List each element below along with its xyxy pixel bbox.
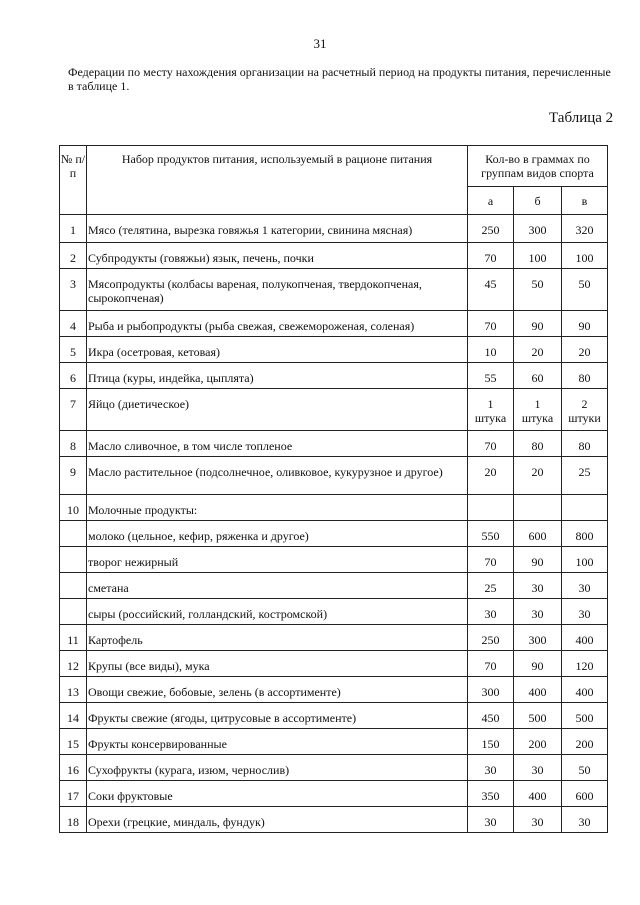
table-row xyxy=(60,337,608,363)
product-name: молоко (цельное, кефир, ряженка и другое) xyxy=(87,521,468,547)
value-group-v: 600 xyxy=(562,781,608,807)
row-number: 2 xyxy=(60,243,87,269)
value-group-b: 90 xyxy=(514,311,562,337)
row-number: 17 xyxy=(60,781,87,807)
value-group-a: 250 xyxy=(468,215,514,243)
value-group-b: 90 xyxy=(514,547,562,573)
product-name: Яйцо (диетическое) xyxy=(87,389,468,431)
table-row xyxy=(60,363,608,389)
value-group-b: 20 xyxy=(514,457,562,495)
value-group-v: 200 xyxy=(562,729,608,755)
table-row xyxy=(60,625,608,651)
row-number: 7 xyxy=(60,389,87,431)
table-row xyxy=(60,269,608,311)
row-number: 8 xyxy=(60,431,87,457)
value-group-a: 25 xyxy=(468,573,514,599)
row-number: 1 xyxy=(60,215,87,243)
value-group-v: 400 xyxy=(562,625,608,651)
value-group-a: 70 xyxy=(468,243,514,269)
product-name: Субпродукты (говяжьи) язык, печень, почки xyxy=(87,243,468,269)
row-number: 16 xyxy=(60,755,87,781)
row-number xyxy=(60,521,87,547)
table-row xyxy=(60,389,608,431)
value-group-a: 300 xyxy=(468,677,514,703)
value-group-a: 45 xyxy=(468,269,514,311)
value-group-b: 60 xyxy=(514,363,562,389)
row-number: 13 xyxy=(60,677,87,703)
row-number xyxy=(60,547,87,573)
header-group-v: в xyxy=(562,187,608,215)
value-group-v: 80 xyxy=(562,363,608,389)
row-number: 9 xyxy=(60,457,87,495)
value-group-a: 20 xyxy=(468,457,514,495)
page-number: 31 xyxy=(313,36,327,51)
row-number: 4 xyxy=(60,311,87,337)
intro-paragraph: Федерации по месту нахождения организации на расчетный период на продукты питания, перечисленные в таблице 1. xyxy=(68,65,611,93)
table-row xyxy=(60,243,608,269)
value-group-b: 300 xyxy=(514,625,562,651)
value-group-v: 90 xyxy=(562,311,608,337)
header-group-a: а xyxy=(468,187,514,215)
row-number: 14 xyxy=(60,703,87,729)
table-row xyxy=(60,677,608,703)
product-name: Рыба и рыбопродукты (рыба свежая, свежемороженая, соленая) xyxy=(87,311,468,337)
row-number: 5 xyxy=(60,337,87,363)
value-group-b: 50 xyxy=(514,269,562,311)
value-group-a: 350 xyxy=(468,781,514,807)
product-name: творог нежирный xyxy=(87,547,468,573)
product-name: Масло сливочное, в том числе топленое xyxy=(87,431,468,457)
value-group-b xyxy=(514,495,562,521)
table-row xyxy=(60,215,608,243)
product-name: Фрукты свежие (ягоды, цитрусовые в ассортименте) xyxy=(87,703,468,729)
value-group-v: 20 xyxy=(562,337,608,363)
product-name: Крупы (все виды), мука xyxy=(87,651,468,677)
value-group-b: 400 xyxy=(514,677,562,703)
table-row xyxy=(60,703,608,729)
table-row xyxy=(60,521,608,547)
value-group-v: 100 xyxy=(562,547,608,573)
product-name: Мясо (телятина, вырезка говяжья 1 категории, свинина мясная) xyxy=(87,215,468,243)
value-group-a xyxy=(468,495,514,521)
product-name: Мясопродукты (колбасы вареная, полукопченая, твердокопченая, сырокопченая) xyxy=(87,269,468,311)
value-group-b: 200 xyxy=(514,729,562,755)
header-group-b: б xyxy=(514,187,562,215)
value-group-a: 550 xyxy=(468,521,514,547)
value-group-v: 30 xyxy=(562,807,608,833)
row-number: 3 xyxy=(60,269,87,311)
header-num: № п/п xyxy=(60,146,87,215)
value-group-a: 250 xyxy=(468,625,514,651)
table-row xyxy=(60,781,608,807)
table-row xyxy=(60,547,608,573)
product-name: Масло растительное (подсолнечное, оливковое, кукурузное и другое) xyxy=(87,457,468,495)
value-group-a: 30 xyxy=(468,599,514,625)
value-group-v: 500 xyxy=(562,703,608,729)
row-number: 15 xyxy=(60,729,87,755)
table-row xyxy=(60,755,608,781)
value-group-b: 500 xyxy=(514,703,562,729)
product-name: сметана xyxy=(87,573,468,599)
table-row xyxy=(60,431,608,457)
table-row xyxy=(60,457,608,495)
value-group-v: 800 xyxy=(562,521,608,547)
value-group-a: 70 xyxy=(468,651,514,677)
value-group-a: 30 xyxy=(468,755,514,781)
nutrition-table xyxy=(59,145,608,833)
value-group-a: 150 xyxy=(468,729,514,755)
value-group-a: 70 xyxy=(468,547,514,573)
row-number: 11 xyxy=(60,625,87,651)
header-quantity: Кол-во в граммах по группам видов спорта xyxy=(468,146,608,187)
table-row xyxy=(60,729,608,755)
value-group-b: 600 xyxy=(514,521,562,547)
value-group-v: 50 xyxy=(562,269,608,311)
row-number xyxy=(60,599,87,625)
header-product-set: Набор продуктов питания, используемый в рационе питания xyxy=(87,146,468,215)
row-number: 12 xyxy=(60,651,87,677)
product-name: Птица (куры, индейка, цыплята) xyxy=(87,363,468,389)
table-row xyxy=(60,311,608,337)
value-group-v xyxy=(562,495,608,521)
value-group-a: 1 штука xyxy=(468,389,514,431)
value-group-v: 320 xyxy=(562,215,608,243)
product-name: сыры (российский, голландский, костромской) xyxy=(87,599,468,625)
value-group-v: 100 xyxy=(562,243,608,269)
value-group-a: 55 xyxy=(468,363,514,389)
product-name: Сухофрукты (курага, изюм, чернослив) xyxy=(87,755,468,781)
product-name: Икра (осетровая, кетовая) xyxy=(87,337,468,363)
row-number xyxy=(60,573,87,599)
product-name: Картофель xyxy=(87,625,468,651)
row-number: 18 xyxy=(60,807,87,833)
value-group-v: 25 xyxy=(562,457,608,495)
value-group-v: 400 xyxy=(562,677,608,703)
value-group-b: 80 xyxy=(514,431,562,457)
value-group-a: 30 xyxy=(468,807,514,833)
value-group-a: 70 xyxy=(468,431,514,457)
product-name: Орехи (грецкие, миндаль, фундук) xyxy=(87,807,468,833)
product-name: Молочные продукты: xyxy=(87,495,468,521)
value-group-b: 30 xyxy=(514,599,562,625)
table-row xyxy=(60,573,608,599)
table-row xyxy=(60,599,608,625)
value-group-b: 1 штука xyxy=(514,389,562,431)
value-group-b: 30 xyxy=(514,573,562,599)
value-group-b: 30 xyxy=(514,755,562,781)
value-group-v: 80 xyxy=(562,431,608,457)
table-row xyxy=(60,495,608,521)
value-group-a: 450 xyxy=(468,703,514,729)
value-group-b: 300 xyxy=(514,215,562,243)
value-group-b: 90 xyxy=(514,651,562,677)
value-group-v: 30 xyxy=(562,573,608,599)
value-group-v: 2 штуки xyxy=(562,389,608,431)
value-group-b: 400 xyxy=(514,781,562,807)
value-group-b: 20 xyxy=(514,337,562,363)
value-group-b: 100 xyxy=(514,243,562,269)
table-row xyxy=(60,651,608,677)
row-number: 6 xyxy=(60,363,87,389)
value-group-a: 10 xyxy=(468,337,514,363)
value-group-v: 50 xyxy=(562,755,608,781)
value-group-v: 120 xyxy=(562,651,608,677)
value-group-v: 30 xyxy=(562,599,608,625)
table-caption: Таблица 2 xyxy=(549,110,614,126)
product-name: Фрукты консервированные xyxy=(87,729,468,755)
value-group-b: 30 xyxy=(514,807,562,833)
row-number: 10 xyxy=(60,495,87,521)
product-name: Соки фруктовые xyxy=(87,781,468,807)
table-row xyxy=(60,807,608,833)
value-group-a: 70 xyxy=(468,311,514,337)
product-name: Овощи свежие, бобовые, зелень (в ассортименте) xyxy=(87,677,468,703)
